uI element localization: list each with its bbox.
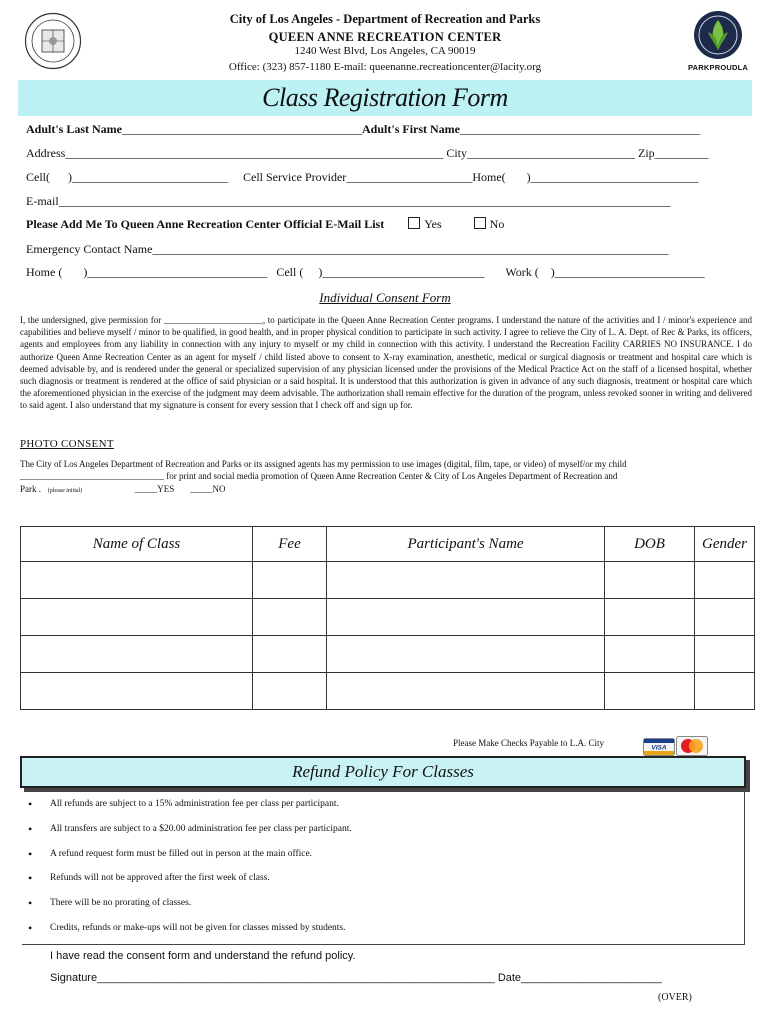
- home-label: Home(: [472, 170, 506, 184]
- checks-payable-note: Please Make Checks Payable to L.A. City: [453, 738, 604, 748]
- gender-cell[interactable]: [695, 636, 755, 673]
- list-item: • A refund request form must be filled out in person at the main office.: [22, 840, 744, 865]
- visa-card-icon: [643, 738, 675, 756]
- table-row: [21, 599, 755, 636]
- address-row: [26, 146, 709, 161]
- mastercard-icon: [676, 736, 708, 756]
- cell-field[interactable]: )__________________________: [50, 170, 228, 184]
- center-name: QUEEN ANNE RECREATION CENTER: [268, 30, 502, 44]
- cell-provider-label: Cell Service Provider: [243, 170, 347, 184]
- address-label: Address: [26, 146, 66, 160]
- email-list-label: Please Add Me To Queen Anne Recreation Center Official E-Mail List: [26, 217, 385, 231]
- class-table-header: [21, 527, 755, 562]
- emergency-contact-field[interactable]: ______________________________________________________________________________________: [152, 242, 669, 256]
- list-item: • Refunds will not be approved after the first week of class.: [22, 864, 744, 889]
- emergency-row: [26, 242, 668, 257]
- form-title: Class Registration Form: [262, 83, 508, 112]
- photo-consent-body: [20, 458, 752, 497]
- participant-name-cell[interactable]: [327, 599, 605, 636]
- consent-title: Individual Consent Form: [319, 290, 451, 305]
- list-item: • All transfers are subject to a $20.00 administration fee per class per participant.: [22, 815, 744, 840]
- center-contact: Office: (323) 857-1180 E-mail: queenanne.recreationcenter@lacity.org: [228, 61, 542, 73]
- header-dob: DOB: [605, 527, 695, 562]
- email-field[interactable]: ______________________________________________________________________________________________________: [58, 194, 671, 208]
- department-line: City of Los Angeles - Department of Recreation and Parks: [229, 12, 541, 26]
- header-participant-name: Participant's Name: [327, 527, 605, 562]
- dob-cell[interactable]: [605, 562, 695, 599]
- emergency-phone-row: [26, 265, 705, 280]
- phone-row: [26, 170, 699, 185]
- fee-cell[interactable]: [253, 673, 327, 710]
- ec-home-label: Home (: [26, 265, 63, 279]
- email-list-row: [26, 217, 504, 232]
- photo-consent-title: PHOTO CONSENT: [20, 438, 114, 450]
- email-list-yes-checkbox[interactable]: [408, 217, 420, 229]
- cell-provider-field[interactable]: _____________________: [346, 170, 473, 184]
- ec-cell-label: Cell (: [276, 265, 304, 279]
- dob-cell[interactable]: [605, 636, 695, 673]
- parkproudla-logo: [692, 10, 744, 60]
- photo-yes-initial[interactable]: _____YES: [134, 483, 175, 494]
- ec-work-label: Work (: [505, 265, 539, 279]
- acknowledgement-text: I have read the consent form and understand the refund policy.: [50, 950, 356, 962]
- participant-name-cell[interactable]: [327, 636, 605, 673]
- zip-label: Zip: [638, 146, 655, 160]
- gender-cell[interactable]: [695, 562, 755, 599]
- list-item: • There will be no prorating of classes.: [22, 889, 744, 914]
- ec-work-field[interactable]: )_________________________: [538, 265, 705, 279]
- first-name-label: Adult's First Name: [362, 122, 461, 136]
- table-row: [21, 673, 755, 710]
- last-name-field[interactable]: ________________________________________: [122, 122, 363, 136]
- last-name-row: [26, 122, 700, 137]
- email-row: [26, 194, 671, 209]
- header-name-of-class: Name of Class: [21, 527, 253, 562]
- dob-cell[interactable]: [605, 673, 695, 710]
- list-item: • All refunds are subject to a 15% administration fee per class per participant.: [22, 790, 744, 815]
- dob-cell[interactable]: [605, 599, 695, 636]
- photo-no-initial[interactable]: _____NO: [190, 483, 226, 494]
- address-field[interactable]: _______________________________________________________________: [65, 146, 444, 160]
- photo-consent-line1: The City of Los Angeles Department of Recreation and Parks or its assigned agents has my permission to use images (digital, film, tape, or video) of myself/or my child: [20, 459, 627, 469]
- class-name-cell[interactable]: [21, 599, 253, 636]
- no-label: No: [489, 217, 505, 231]
- center-address: 1240 West Blvd, Los Angeles, CA 90019: [294, 45, 476, 57]
- class-name-cell[interactable]: [21, 673, 253, 710]
- signature-row: [50, 972, 662, 984]
- refund-policy-title-box: [20, 756, 746, 788]
- cell-label: Cell(: [26, 170, 50, 184]
- participant-name-cell[interactable]: [327, 673, 605, 710]
- fee-cell[interactable]: [253, 636, 327, 673]
- over-note: (OVER): [658, 992, 692, 1003]
- city-field[interactable]: ____________________________: [467, 146, 635, 160]
- last-name-label: Adult's Last Name: [26, 122, 123, 136]
- gender-cell[interactable]: [695, 673, 755, 710]
- ec-cell-field[interactable]: )___________________________: [303, 265, 485, 279]
- table-row: [21, 562, 755, 599]
- header-gender: Gender: [695, 527, 755, 562]
- emergency-contact-label: Emergency Contact Name: [26, 242, 153, 256]
- zip-field[interactable]: _________: [654, 146, 709, 160]
- participant-name-cell[interactable]: [327, 562, 605, 599]
- class-name-cell[interactable]: [21, 562, 253, 599]
- ec-home-field[interactable]: )______________________________: [62, 265, 268, 279]
- fee-cell[interactable]: [253, 599, 327, 636]
- date-label: Date: [497, 972, 522, 984]
- photo-consent-line2: ________________________________ for print and social media promotion of Queen Anne Recreation Center & City of Los Angeles Department of Recreation and: [20, 471, 618, 482]
- class-name-cell[interactable]: [21, 636, 253, 673]
- first-name-field[interactable]: ________________________________________: [460, 122, 701, 136]
- refund-policy-list: [22, 790, 745, 945]
- header-fee: Fee: [253, 527, 327, 562]
- yes-label: Yes: [424, 217, 442, 231]
- please-initial-note: (please initial): [47, 487, 83, 494]
- signature-field[interactable]: _________________________________________________________________: [97, 972, 495, 984]
- class-table: [20, 526, 755, 710]
- city-label: City: [446, 146, 467, 160]
- date-field[interactable]: _______________________: [521, 972, 662, 984]
- list-item: • Credits, refunds or make-ups will not be given for classes missed by students.: [22, 914, 744, 939]
- gender-cell[interactable]: [695, 599, 755, 636]
- photo-park-text: Park .: [20, 483, 41, 494]
- consent-body: I, the undersigned, give permission for ______________________, to participate in the Queen Anne Recreation Center programs. I understand the nature of the activities and I / minor's experience and capabilities and believe myself / minor to be qualified, in good health, and in proper physical condition to participate in such activity. I agree to relieve the City of L. A. Dept. of Rec & Parks, its officers, agents and employees from any liability in connection with any injury to myself or my child in connection with this activity. I understand the Recreation Facility CARRIES NO INSURANCE. I do authorize Queen Anne Recreation Center as an agent for myself / child listed above to consent to X-ray examination, anesthetic, medical or surgical diagnosis or treatment and hospital care which is deemed advisable by, and is rendered under the general or specialized supervision of any physician licensed under the provisions of the Medical Practice Act on the staff of a licensed hospital, whether such diagnosis or treatment is rendered at the office of said physician or a said hospital. It is understood that this authorization is given in advance of any such diagnosis, treatment or hospital care which the aforementioned physician in the exercise of the judgment may deem advisable. The authorization shall remain effective for the duration of the program, unless revoked sooner in writing and delivered to said agent. I also understand that my signature is consent for every session that I check off and sign up for.: [20, 315, 752, 411]
- email-list-no-checkbox[interactable]: [474, 217, 486, 229]
- refund-policy-title: Refund Policy For Classes: [292, 762, 474, 781]
- photo-consent-line3: [20, 483, 752, 497]
- signature-label: Signature: [50, 972, 98, 984]
- form-title-bar: [18, 80, 752, 116]
- fee-cell[interactable]: [253, 562, 327, 599]
- home-field[interactable]: )____________________________: [505, 170, 699, 184]
- table-row: [21, 636, 755, 673]
- parkproudla-text: PARKPROUDLA: [688, 63, 748, 72]
- email-label: E-mail: [26, 194, 59, 208]
- visa-card-label: VISA: [651, 744, 667, 752]
